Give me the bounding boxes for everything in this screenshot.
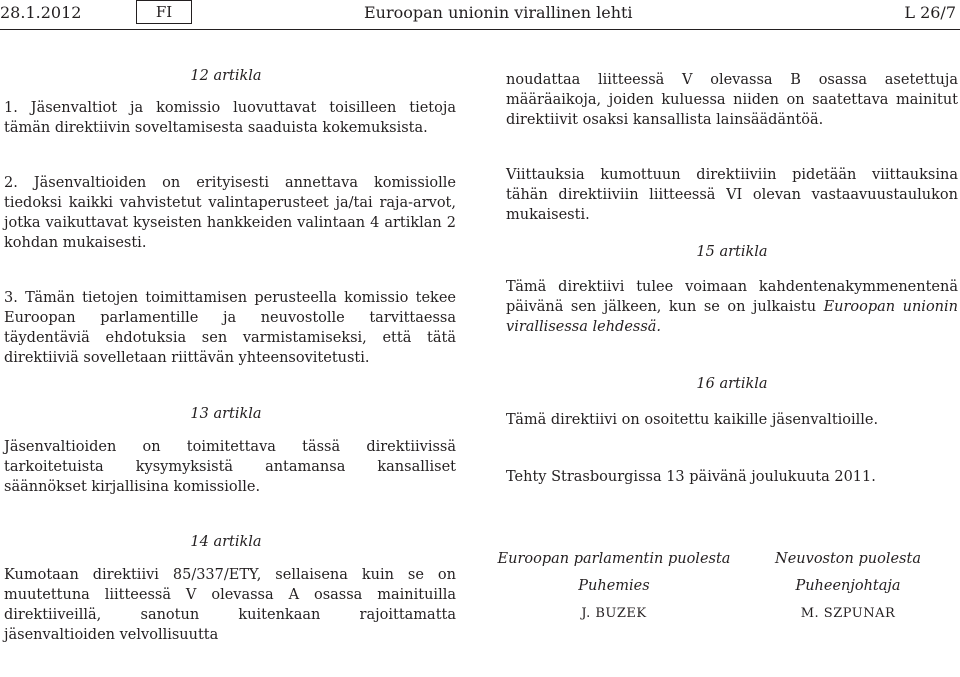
- article-12-title: 12 artikla: [190, 68, 262, 84]
- publication-date: 28.1.2012: [0, 3, 82, 22]
- article-13-title: 13 artikla: [190, 406, 262, 422]
- article-14-continuation: noudattaa liitteessä V olevassa B osassa asetettuja määräaikoja, joiden kuluessa niiden on saatettava mainitut direktiivit osaksi kansallista lainsäädäntöä.: [506, 72, 958, 128]
- article-13-paragraph: Jäsenvaltioiden on toimitettava tässä direktiivissä tarkoitetuista kysymyksistä antamansa kansalliset säännökset kirjallisina komissiolle.: [4, 439, 456, 495]
- parliament-signature-block: [494, 546, 734, 627]
- article-16-paragraph: Tämä direktiivi on osoitettu kaikille jäsenvaltioille.: [506, 412, 879, 428]
- article-15-paragraph: Tämä direktiivi tulee voimaan kahdentenakymmenentenä päivänä sen jälkeen, kun se on julkaistu Euroopan unionin virallisessa lehdessä.: [506, 279, 958, 335]
- council-signature-name: M. SZPUNAR: [800, 606, 896, 621]
- done-at-statement: Tehty Strasbourgissa 13 päivänä joulukuuta 2011.: [506, 469, 876, 485]
- article-15-title: 15 artikla: [696, 244, 768, 260]
- article-14-references: Viittauksia kumottuun direktiiviin pidetään viittauksina tähän direktiiviin liitteessä VI olevan vastaavuustaulukon mukaisesti.: [506, 167, 958, 223]
- official-journal-reference: Euroopan unionin virallisessa lehdessä.: [506, 299, 958, 335]
- article-14-paragraph: Kumotaan direktiivi 85/337/ETY, sellaisena kuin se on muutettuna liitteessä V olevassa A osassa mainituilla direktiiveillä, sanotun kuitenkaan rajoittamatta jäsenvaltioiden velvollisuutta: [4, 567, 456, 643]
- page-reference: L 26/7: [904, 3, 956, 22]
- header-rule: [0, 29, 960, 30]
- council-signature-body: Neuvoston puolesta: [775, 551, 921, 567]
- council-signature-role: Puheenjohtaja: [795, 578, 901, 594]
- language-badge: FI: [136, 0, 192, 24]
- article-14-title: 14 artikla: [190, 534, 262, 550]
- article-12-paragraph-1: 1. Jäsenvaltiot ja komissio luovuttavat toisilleen tietoja tämän direktiivin soveltamisesta saaduista kokemuksista.: [4, 100, 456, 136]
- article-16-title: 16 artikla: [696, 376, 768, 392]
- council-signature-block: [728, 546, 960, 627]
- parliament-signature-body: Euroopan parlamentin puolesta: [497, 551, 731, 567]
- journal-title: Euroopan unionin virallinen lehti: [364, 3, 633, 22]
- article-12-paragraph-3: 3. Tämän tietojen toimittamisen perusteella komissio tekee Euroopan parlamentille ja neuvostolle tarvittaessa täydentäviä ehdotuksia sen varmistamiseksi, että tätä direktiiviä sovelletaan riittävän yhteensovitetusti.: [4, 290, 456, 366]
- parliament-signature-name: J. BUZEK: [581, 606, 647, 621]
- parliament-signature-role: Puhemies: [578, 578, 650, 594]
- page-header: [0, 0, 960, 28]
- article-12-paragraph-2: 2. Jäsenvaltioiden on erityisesti annettava komissiolle tiedoksi kaikki vahvistetut valintaperusteet ja/tai raja-arvot, jotka vaikuttavat kyseisten hankkeiden valintaan 4 artiklan 2 kohdan mukaisesti.: [4, 175, 456, 251]
